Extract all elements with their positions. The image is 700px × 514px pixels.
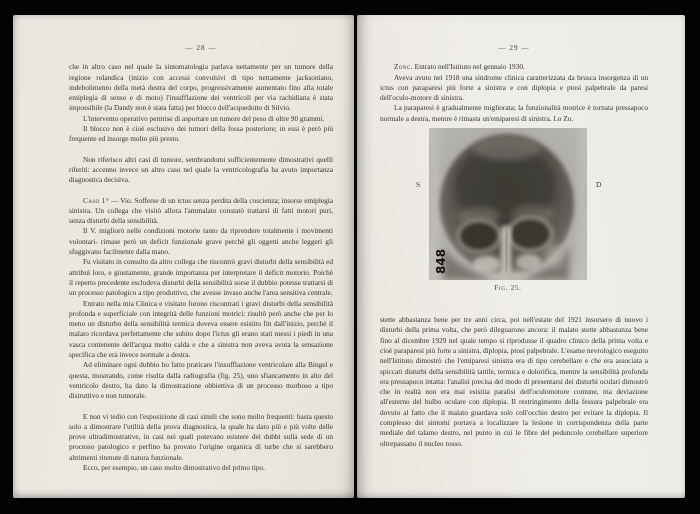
- orientation-label-s: S: [416, 180, 421, 190]
- right-page-text: [380, 43, 648, 449]
- page-number: — 29 —: [498, 44, 530, 52]
- film-number: 848: [434, 249, 448, 275]
- paragraph: stette abbastanza bene per tre anni circa, poi nell'estate del 1921 insorsero di nuovo i disturbi della prima volta, che però dileguarono ancora: il malato stette abbastanza bene fino al dicembre 1929 nel quale tempo si riprodusse il quadro clinico della prima volta e cioè paraparesi più forte a sinistra, diplopia, ptosi palpebrale. L'esame nevrologico eseguito nell'Istituto dimostrò che l'emiparesi sinistra era di tipo cerebellare e che era associata a spiccati disturbi della sensibilità tattile, termica e dolorifica, mentre la sensibilità profonda era pressapoco intatta: l'analisi precisa del modo di presentarsi dei disturbi oculari dimostrò che in realtà non era mai esistita paralisi dell'oculomotore comune, ma deviazione all'esterno del bulbo oculare con diplopia. Il restringimento della fessura palpebrale era dovuto al fatto che il malato guardava solo coll'occhio destro per evitare la diplopia. Il complesso dei sintomi portava a localizzare la lesione in corrispondenza della parte mediale del talamo destro, nel punto in cui le fibre del peduncolo cerebellare superiore oltrepassano il nucleo rosso.: [380, 315, 648, 448]
- left-page-paragraphs: [69, 62, 333, 473]
- paragraph: Ad eliminare ogni dubbio ho fatto praticare l'insufflazione ventricolare alla Bingel e questa, mostrando, come risulta dalla radiografia (fig. 25), uno sfiancamento in alto del ventricolo destro, ha dato la dimostrazione obbiettiva di un processo morboso a tipo distruttivo e non tumorale.: [69, 360, 333, 401]
- paragraph: E non vi tedio con l'esposizione di casi simili che sono molto frequenti: basta questo solo a dimostrare l'utilità della prova diagnostica, la quale ha dato più e più volte delle prove ultradimostrative, in casi nei quali potevano esistere dei dubbi sulla sede di un processo patologico e perfino ha provato l'origine organica di turbe che si sarebbero altrimenti ritenute di natura funzionale.: [69, 411, 333, 462]
- left-page: [13, 15, 354, 498]
- paragraph: che in altro caso nel quale la sintomatologia parlava nettamente per un tumore della regione rolandica (inizio con accessi convulsivi di tipo nettamente jacksoniano, indebolimento della metà destra del corpo, progressivamente aumentato fino alla totale emiplegia di senso e di moto) l'insufflazione dei ventricoli per via rachidiana è stata impossibile (la Dandy non è stata fatta) per blocco dell'acquedotto di Silvio.: [69, 62, 333, 113]
- paragraph: Caso 1° — Vio. Sofferse di un ictus senza perdita della coscienza; insorse emiplegia sinistra. Un collega che visitò allora l'ammalato constatò trattarsi di fatti motori puri, senza disturbi della sensibilità.: [69, 195, 333, 226]
- left-page-text: [69, 43, 333, 473]
- figure-25: [380, 128, 648, 315]
- skull-xray-image: [429, 128, 587, 280]
- paragraph: Entrato nella mia Clinica e visitato furono riscontrati i gravi disturbi della sensibilità profonda e superficiale con integrità delle funzioni motrici: risultò però anche che per lo meno un disturbo della sensibilità termica doveva essere esistito fin dall'inizio, perchè il malato ricordava perfettamente che subito dopo l'ictus gli erano stati messi i piedi in una vasca contenente dell'acqua molto calda e che a sinistra non aveva avuta la sensazione specifica che era invece normale a destra.: [69, 298, 333, 360]
- orientation-label-d: D: [596, 180, 602, 190]
- paragraph-lead: Zonc.: [394, 62, 413, 72]
- paragraph: Non riferisco altri casi di tumore, sembrandomi sufficientemente dimostrativi quelli riferiti: accenno invece un altro caso nel quale la ventricolografia ha avuto importanza diagnostica decisiva.: [69, 154, 333, 185]
- paragraph: Aveva avuto nel 1918 una sindrome clinica caratterizzata da brusca insorgenza di un ictus con paraparesi più forte a sinistra e con diplopia e ptosi palpebrale da paresi dell'oculo-motore di sinistra.: [380, 72, 648, 103]
- figure-caption: Fig. 25.: [494, 285, 522, 293]
- paragraph: Fu visitato in consulto da altro collega che riscontrò gravi disturbi della sensibilità ed attribuì loro, e giustamente, grande importanza per interpretare il deficit motorio. Poichè il reperto precedente escludeva disturbi della sensibilità sorse il dubbio potesse trattarsi di un processo patologico a tipo produttivo, che avesse invaso anche l'area sensitiva centrale.: [69, 257, 333, 298]
- right-page: [357, 15, 685, 498]
- right-page-paragraphs-top: [380, 62, 648, 124]
- page-number: — 28 —: [185, 44, 217, 52]
- paragraph: Il blocco non è cioè esclusivo dei tumori della fossa posteriore; in essi è però più frequente ed insorge molto più presto.: [69, 124, 333, 144]
- paragraph: Il V. migliorò nelle condizioni motorie tanto da riprendere totalmente i movimenti volontari- rimase però un deficit funzionale grave perchè gli oggetti anche leggeri gli sfuggivano facilmente dalla mano.: [69, 226, 333, 257]
- paragraph: L'intervento operativo permise di asportare un tumore del peso di oltre 90 grammi.: [83, 113, 325, 123]
- paragraph: Zonc. Entrato nell'Istituto nel gennaio 1930.: [394, 62, 525, 72]
- paragraph: La paraparesi è gradualmente migliorata; la funzionalità motrice è tornata pressapoco normale a destra, mentre è rimasta un'emiparesi di sinistra. Lo Zo.: [380, 103, 648, 123]
- paragraph: Ecco, per esempio, un caso molto dimostrativo del primo tipo.: [83, 462, 265, 472]
- right-page-paragraphs-bottom: [380, 315, 648, 449]
- paragraph-lead: Caso 1°: [83, 195, 110, 205]
